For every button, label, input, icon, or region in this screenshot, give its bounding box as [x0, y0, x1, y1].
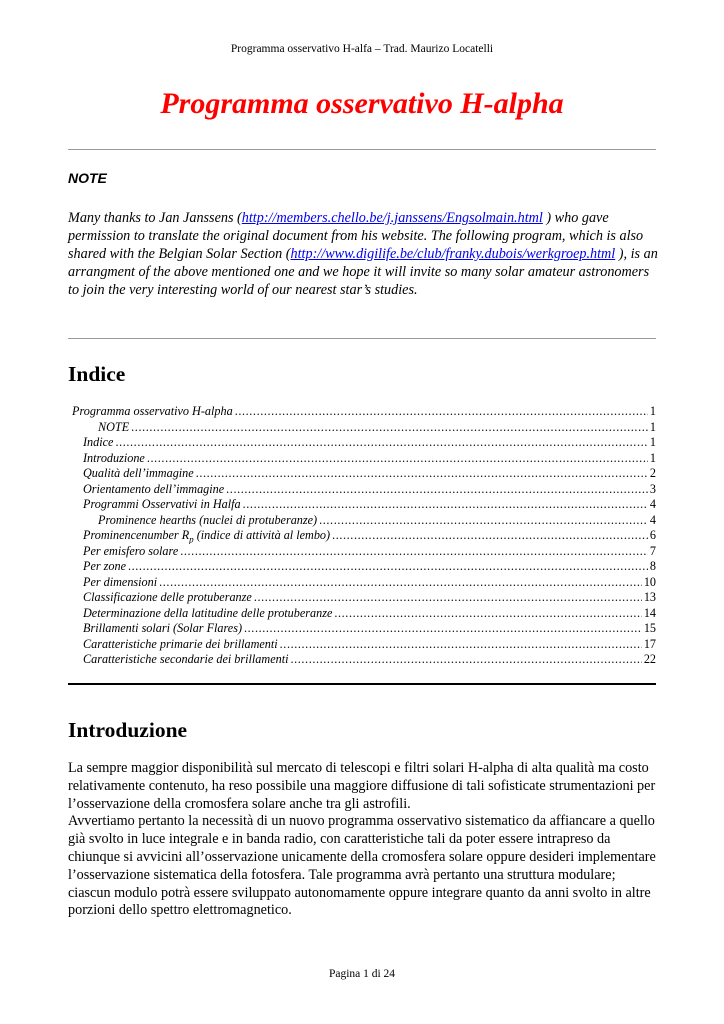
table-of-contents	[72, 404, 656, 668]
divider-note	[68, 338, 656, 339]
toc-entry-label	[83, 497, 243, 513]
toc-dot-leader	[180, 544, 648, 560]
toc-entry-text: Prominence hearths (nuclei di protuberanze)	[98, 512, 318, 527]
note-text-2: ) who gave permission to translate the original document from his website. The following program, which is also shared with the Belgian Solar Section (	[68, 210, 644, 262]
toc-entry-text: NOTE	[98, 419, 130, 434]
toc-entry-label	[83, 637, 280, 653]
toc-entry-label	[83, 652, 290, 668]
running-header: Programma osservativo H-alfa – Trad. Maurizo Locatelli	[230, 43, 494, 55]
toc-entry-label	[83, 606, 334, 622]
toc-dot-leader	[159, 575, 642, 591]
toc-entry-text: Brillamenti solari (Solar Flares)	[83, 621, 242, 635]
divider-top	[68, 149, 656, 150]
toc-page-number: 3	[649, 481, 656, 496]
toc-dot-leader	[243, 497, 648, 513]
toc-page-number: 14	[643, 605, 656, 620]
janssens-link[interactable]: http://members.chello.be/j.janssens/Engsolmain.html	[241, 210, 543, 226]
page-number: Pagina 1 di 24	[328, 968, 396, 980]
note-paragraph	[68, 209, 658, 299]
toc-page-number: 4	[649, 512, 656, 527]
toc-page-number: 4	[649, 497, 656, 511]
toc-entry-label	[98, 420, 131, 436]
toc-entry[interactable]	[72, 482, 656, 498]
toc-entry-label	[83, 482, 226, 498]
toc-page-number: 1	[649, 450, 656, 465]
toc-entry-label	[98, 513, 319, 529]
note-text-3: ), is an arrangment of the above mentioned one and we hope it will invite so many solar amateur astronomers to join the very interesting world of our nearest star’s studies.	[68, 246, 658, 298]
toc-entry-text: Qualità dell’immagine	[83, 466, 194, 480]
toc-page-number: 17	[643, 636, 656, 651]
toc-dot-leader	[147, 451, 648, 467]
intro-paragraph-1: La sempre maggior disponibilità sul mercato di telescopi e filtri solari H-alpha di alta qualità ma costo relativamente contenuto, ha reso possibile una maggiore diffusione di tali sofisticate strumentazioni per l’osservazione della cromosfera solare anche tra gli astrofili.	[68, 760, 656, 812]
toc-entry-text: Per emisfero solare	[83, 543, 179, 558]
toc-entry-text: Per zone	[83, 559, 126, 573]
note-heading: NOTE	[68, 170, 107, 186]
toc-entry-text: Caratteristiche primarie dei brillamenti	[83, 636, 278, 651]
toc-dot-leader	[115, 435, 647, 451]
toc-entry-label	[83, 435, 115, 451]
toc-entry[interactable]	[72, 590, 656, 606]
toc-entry[interactable]	[72, 513, 656, 529]
toc-entry-label	[83, 451, 147, 467]
toc-entry-text: Introduzione	[83, 450, 145, 465]
toc-entry-label	[83, 544, 180, 560]
toc-dot-leader	[226, 482, 648, 498]
werkgroep-link[interactable]: http://www.digilife.be/club/franky.dubois/werkgroep.html	[290, 246, 616, 262]
toc-entry[interactable]	[72, 559, 656, 575]
toc-entry-text-after: (indice di attività al lembo)	[193, 528, 331, 542]
note-text-1: Many thanks to Jan Janssens (	[68, 210, 242, 226]
toc-entry[interactable]	[72, 451, 656, 467]
toc-entry-label	[83, 575, 159, 591]
toc-entry[interactable]	[72, 420, 656, 436]
toc-dot-leader	[254, 590, 642, 606]
toc-page-number: 7	[649, 543, 656, 558]
toc-entry[interactable]	[72, 435, 656, 451]
toc-dot-leader	[334, 606, 641, 622]
toc-entry-text: Programma osservativo H-alpha	[72, 404, 233, 418]
toc-page-number: 10	[643, 574, 656, 589]
toc-dot-leader	[290, 652, 641, 668]
toc-dot-leader	[131, 420, 648, 436]
intro-paragraph-2: Avvertiamo pertanto la necessità di un nuovo programma osservativo sistematico da affiancare a quello già svolto in luce integrale e in banda radio, con caratteristiche tali da poter essere intrapreso da chiunque si avvicini all’osservazione unicamente della cromosfera solare oppure desideri implementare l’osservazione sistematica della fotosfera. Tale programma avrà pertanto una struttura modulare; ciascun modulo potrà essere sviluppato autonomamente oppure integrare quanto da anni svolto in altre porzioni dello spettro elettromagnetico.	[68, 813, 656, 919]
toc-page-number: 22	[643, 652, 656, 666]
toc-entry-text: Determinazione della latitudine delle protuberanze	[83, 605, 333, 620]
toc-entry[interactable]	[72, 404, 656, 420]
toc-dot-leader	[235, 404, 648, 420]
toc-entry[interactable]	[72, 652, 656, 668]
toc-page-number: 13	[643, 590, 656, 604]
toc-entry[interactable]	[72, 466, 656, 482]
toc-dot-leader	[196, 466, 648, 482]
toc-entry-text: Orientamento dell’immagine	[83, 481, 225, 496]
toc-entry-label	[83, 466, 196, 482]
toc-entry-label	[83, 590, 254, 606]
toc-heading: Indice	[68, 362, 126, 386]
toc-entry[interactable]	[72, 497, 656, 513]
toc-dot-leader	[319, 513, 648, 529]
toc-dot-leader	[280, 637, 642, 653]
toc-entry[interactable]	[72, 637, 656, 653]
toc-entry[interactable]	[72, 621, 656, 637]
toc-dot-leader	[244, 621, 642, 637]
divider-toc	[68, 683, 656, 685]
toc-page-number: 6	[649, 528, 656, 542]
toc-dot-leader	[128, 559, 648, 575]
toc-entry-text: Prominencenumber R	[83, 528, 190, 542]
toc-entry[interactable]	[72, 575, 656, 591]
intro-heading: Introduzione	[68, 718, 188, 742]
intro-body	[68, 760, 658, 920]
toc-page-number: 15	[643, 621, 656, 635]
document-title: Programma osservativo H-alpha	[160, 87, 564, 120]
toc-entry-text: Per dimensioni	[83, 574, 158, 589]
toc-entry-text: Caratteristiche secondarie dei brillamenti	[83, 652, 289, 666]
toc-page-number: 2	[649, 466, 656, 480]
toc-entry[interactable]	[72, 544, 656, 560]
toc-entry[interactable]	[72, 528, 656, 544]
toc-page-number: 8	[649, 559, 656, 573]
toc-entry-text: Classificazione delle protuberanze	[83, 590, 252, 604]
toc-page-number: 1	[649, 435, 656, 449]
toc-page-number: 1	[649, 419, 656, 434]
toc-entry[interactable]	[72, 606, 656, 622]
toc-entry-text: Indice	[83, 435, 114, 449]
toc-page-number: 1	[649, 404, 656, 418]
toc-entry-text: Programmi Osservativi in Halfa	[83, 497, 241, 511]
toc-dot-leader	[332, 528, 648, 544]
toc-entry-label	[83, 528, 332, 544]
toc-entry-label	[72, 404, 235, 420]
toc-entry-label	[83, 559, 128, 575]
toc-entry-label	[83, 621, 244, 637]
toc-entry-subscript: p	[189, 534, 194, 544]
